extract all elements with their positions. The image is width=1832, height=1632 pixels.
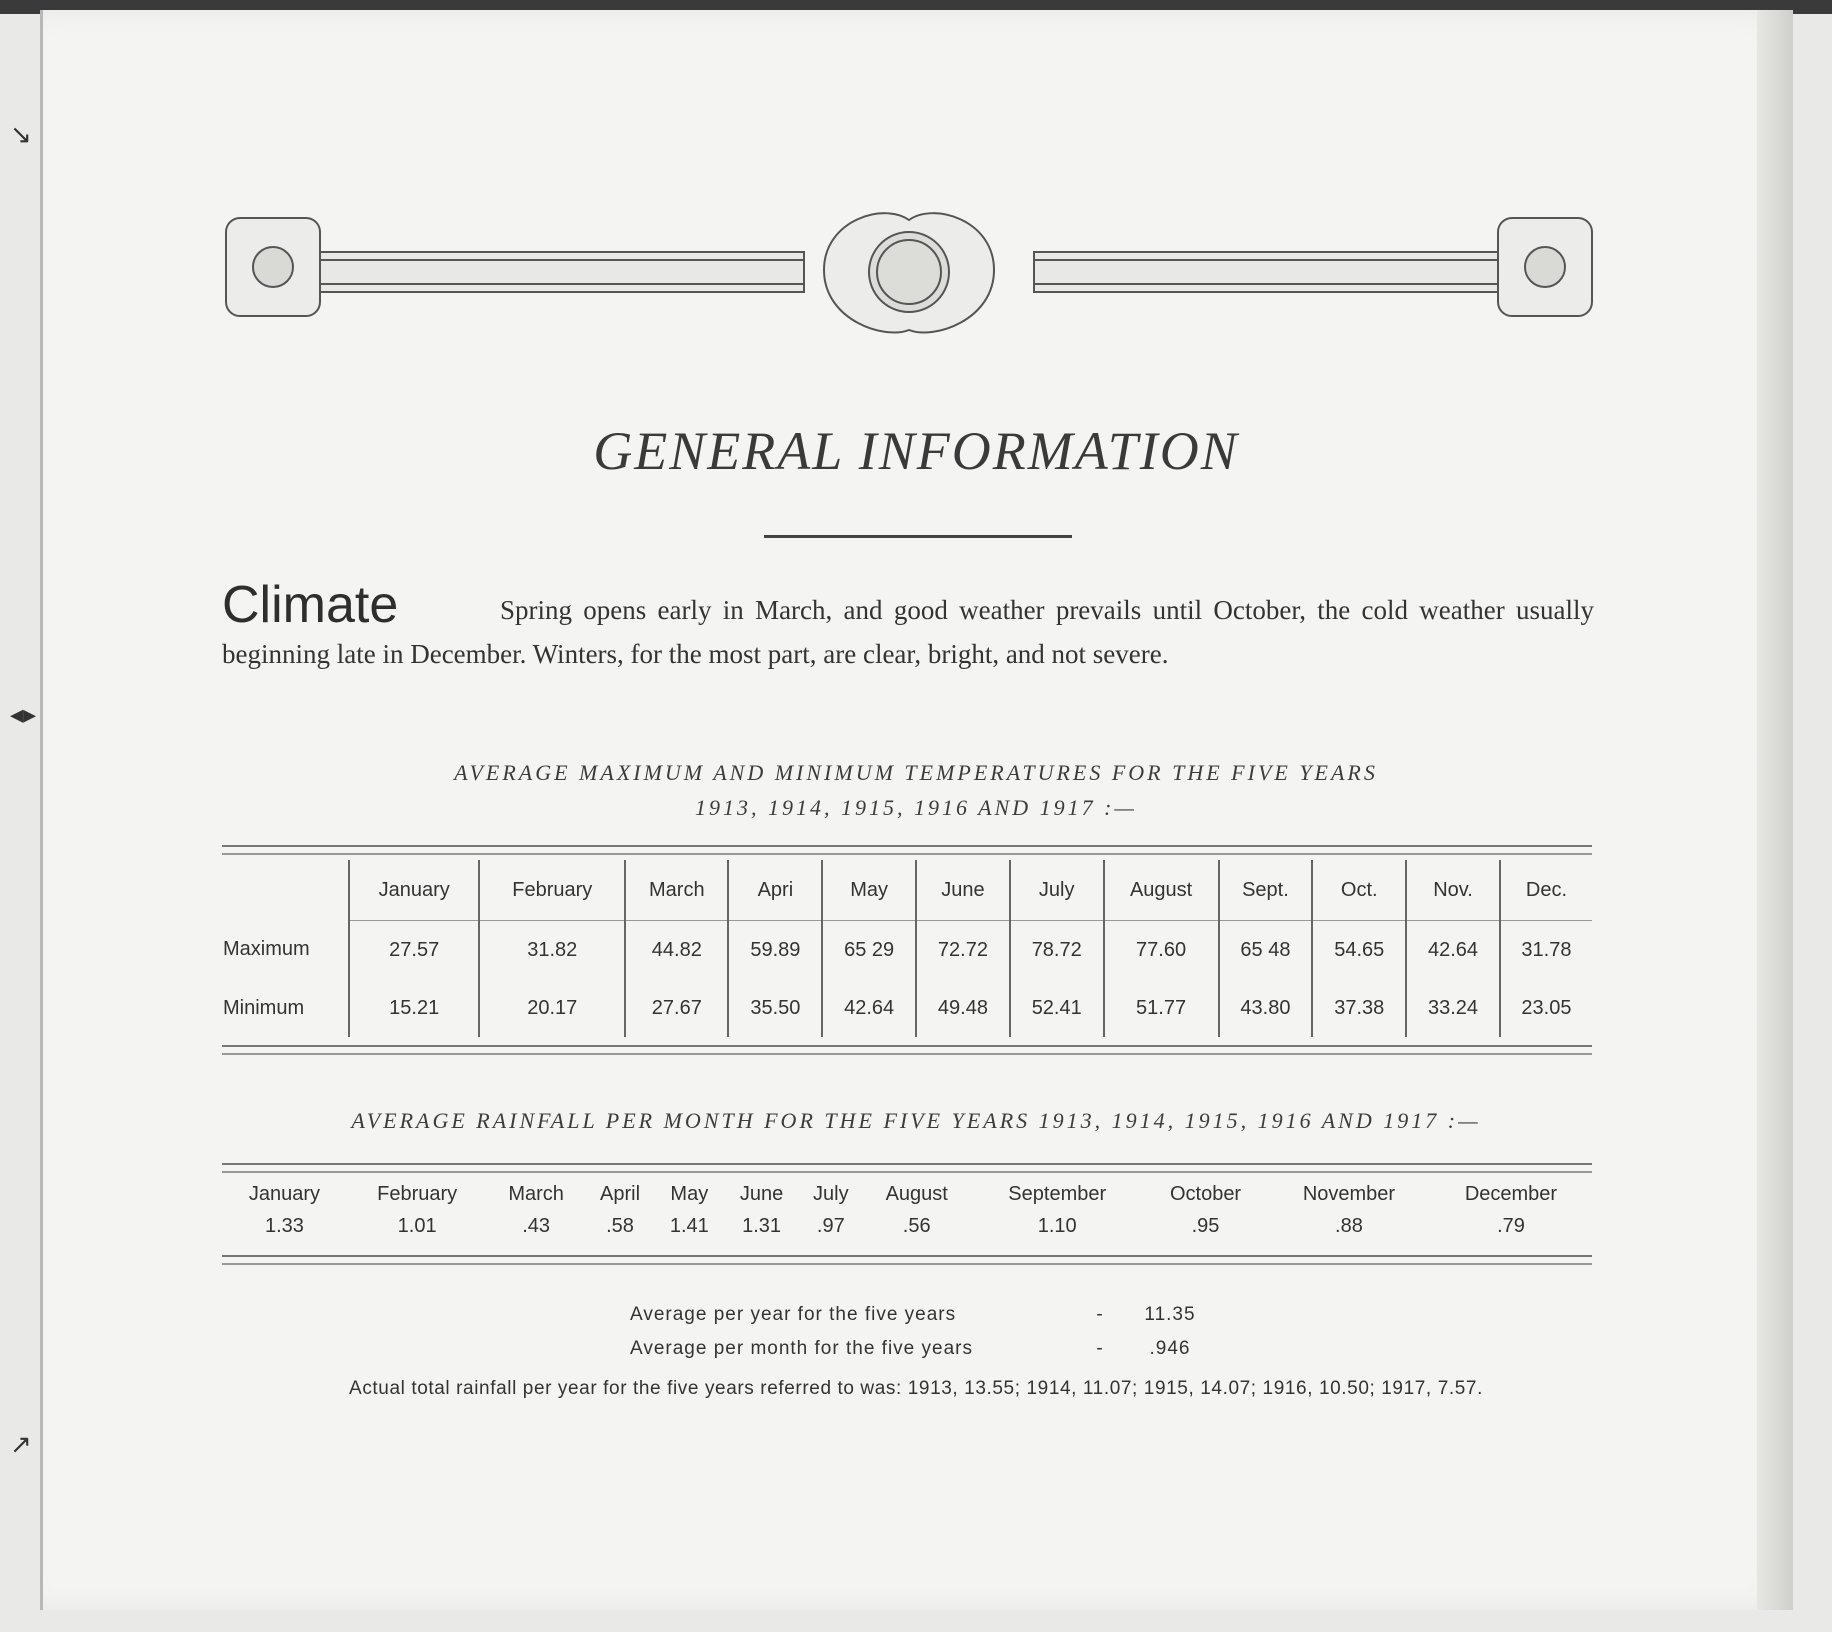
avg-year-label: Average per year for the five years <box>630 1304 957 1325</box>
month-header: December <box>1464 1182 1558 1205</box>
table-cell: 52.41 <box>1010 979 1104 1037</box>
table-cell: 15.21 <box>349 979 479 1037</box>
table-cell: 59.89 <box>728 921 822 980</box>
temperature-table <box>222 860 1592 1037</box>
table-cell: 27.67 <box>625 979 728 1037</box>
binding-mark: ↘ <box>10 120 32 149</box>
rainfall-caption: AVERAGE RAINFALL PER MONTH FOR THE FIVE YEARS 1913, 1914, 1915, 1916 AND 1917 :— <box>351 1108 1481 1133</box>
month-header: Nov. <box>1406 860 1500 921</box>
table-cell: 77.60 <box>1104 921 1219 980</box>
decorative-ornament-banner <box>224 200 1594 350</box>
table-cell: 1.31 <box>742 1214 782 1237</box>
month-header: Oct. <box>1312 860 1406 921</box>
table-row <box>222 921 1592 980</box>
table-cell: 43.80 <box>1219 979 1313 1037</box>
header-blank-cell <box>222 860 349 921</box>
month-header: July <box>1010 860 1104 921</box>
table-cell: 23.05 <box>1500 979 1592 1037</box>
table-cell: 1.10 <box>1037 1214 1077 1237</box>
month-header: August <box>885 1182 948 1205</box>
row-label-maximum: Maximum <box>223 938 310 961</box>
row-label-minimum: Minimum <box>223 996 305 1019</box>
table-cell: 44.82 <box>625 921 728 980</box>
month-header: February <box>479 860 625 921</box>
table-cell: 42.64 <box>822 979 916 1037</box>
rainfall-rule-top <box>222 1163 1592 1173</box>
month-header: March <box>625 860 728 921</box>
month-header: June <box>916 860 1010 921</box>
table-cell: 49.48 <box>916 979 1010 1037</box>
avg-dash: - <box>1096 1304 1104 1325</box>
table-cell: 37.38 <box>1312 979 1406 1037</box>
avg-year-row <box>630 1298 1210 1332</box>
month-header: May <box>822 860 916 921</box>
table-cell: 20.17 <box>479 979 625 1037</box>
month-header: September <box>1008 1182 1107 1205</box>
table-cell: 31.82 <box>479 921 625 980</box>
table-cell: 1.33 <box>264 1214 304 1237</box>
month-header: April <box>600 1182 641 1205</box>
page-title: GENERAL INFORMATION <box>593 421 1239 481</box>
month-header: Dec. <box>1500 860 1592 921</box>
table-cell: 72.72 <box>916 921 1010 980</box>
month-header: November <box>1302 1182 1396 1205</box>
table-cell: 1.41 <box>669 1214 709 1237</box>
rainfall-averages <box>630 1298 1210 1366</box>
rainfall-table <box>222 1178 1592 1242</box>
table-cell: .97 <box>816 1214 845 1237</box>
month-header: October <box>1169 1182 1242 1205</box>
climate-paragraph: Spring opens early in March, and good weather prevails until October, the cold weather usually beginning late in December. Winters, for the most part, are clear, bright, and not severe. <box>222 595 1594 669</box>
table-cell: 54.65 <box>1312 921 1406 980</box>
month-header: June <box>739 1182 784 1205</box>
table-cell: 78.72 <box>1010 921 1104 980</box>
month-header: January <box>248 1182 321 1205</box>
actual-rainfall-note: Actual total rainfall per year for the five years referred to was: 1913, 13.55; 1914, 11.07; 1915, 14.07; 1916, 10.50; 1917, 7.57. <box>349 1378 1483 1399</box>
table-cell: 35.50 <box>728 979 822 1037</box>
avg-month-row <box>630 1332 1210 1366</box>
month-header: Sept. <box>1219 860 1313 921</box>
climate-heading: Climate <box>222 576 399 634</box>
table-cell: 42.64 <box>1406 921 1500 980</box>
month-header: August <box>1104 860 1219 921</box>
table-cell: 33.24 <box>1406 979 1500 1037</box>
table-cell: .58 <box>606 1214 634 1237</box>
binding-mark: ↗ <box>10 1430 32 1459</box>
rainfall-month-row <box>222 1178 1592 1210</box>
month-header: January <box>349 860 479 921</box>
rainfall-value-row <box>222 1210 1592 1242</box>
table-row <box>222 979 1592 1037</box>
table-cell: 65 48 <box>1219 921 1313 980</box>
avg-dash: - <box>1096 1338 1104 1359</box>
table-cell: .95 <box>1191 1214 1220 1237</box>
table-cell: 1.01 <box>397 1214 437 1237</box>
temperature-caption-line1: AVERAGE MAXIMUM AND MINIMUM TEMPERATURES FOR THE FIVE YEARS <box>454 760 1378 785</box>
table-rule-top <box>222 845 1592 855</box>
table-cell: 65 29 <box>822 921 916 980</box>
table-rule-bottom <box>222 1045 1592 1055</box>
table-cell: .79 <box>1497 1214 1525 1237</box>
binding-mark: ◂▸ <box>10 700 37 729</box>
month-header: May <box>670 1182 709 1205</box>
table-cell: .56 <box>902 1214 931 1237</box>
temperature-header-row <box>222 860 1592 921</box>
table-cell: .88 <box>1335 1214 1363 1237</box>
table-cell: .43 <box>522 1214 551 1237</box>
month-header: Apri <box>728 860 822 921</box>
month-header: March <box>508 1182 564 1205</box>
month-header: July <box>813 1182 849 1205</box>
avg-month-label: Average per month for the five years <box>630 1338 973 1359</box>
table-cell: 51.77 <box>1104 979 1219 1037</box>
avg-month-value: .946 <box>1149 1338 1191 1359</box>
table-cell: 27.57 <box>349 921 479 980</box>
avg-year-value: 11.35 <box>1144 1304 1196 1325</box>
title-rule <box>764 535 1072 538</box>
month-header: February <box>377 1182 458 1205</box>
table-cell: 31.78 <box>1500 921 1592 980</box>
temperature-caption-line2: 1913, 1914, 1915, 1916 AND 1917 :— <box>695 795 1137 820</box>
rainfall-rule-bottom <box>222 1255 1592 1265</box>
